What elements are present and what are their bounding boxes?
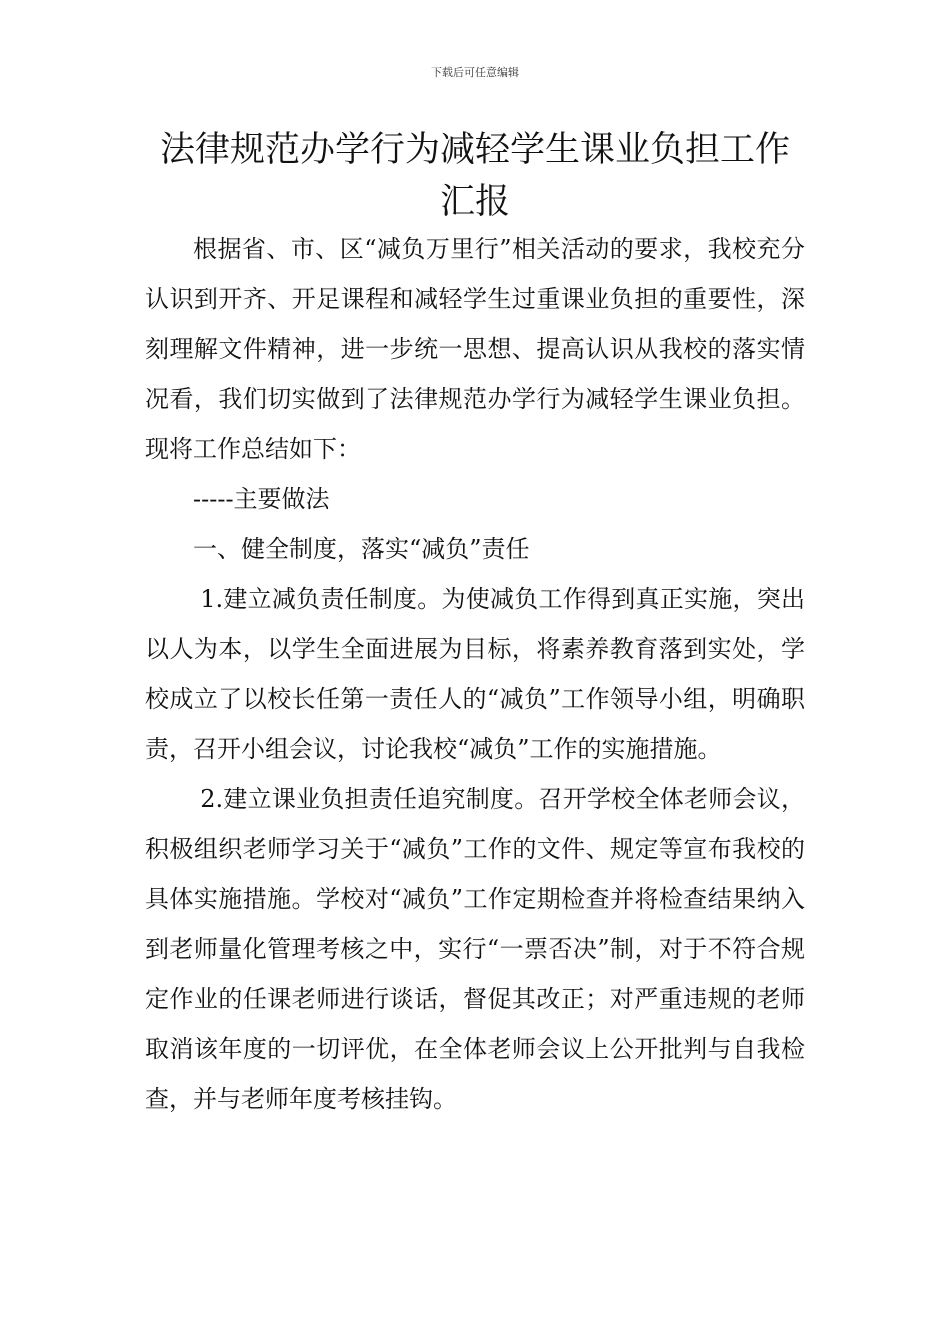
section-heading-main-practices: -----主要做法 bbox=[193, 485, 330, 513]
intro-paragraph: 根据省、市、区“减负万里行”相关活动的要求，我校充分认识到开齐、开足课程和减轻学生过重课业负担的重要性，深刻理解文件精神，进一步统一思想、提高认识从我校的落实情况看，我们切实做到了法律规范办学行为减轻学生课业负担。现将工作总结如下： bbox=[145, 235, 805, 463]
section-heading-one: 一、健全制度，落实“减负”责任 bbox=[193, 535, 530, 563]
document-title: 法律规范办学行为减轻学生课业负担工作汇报 bbox=[159, 130, 790, 222]
item-paragraph-2: 2.建立课业负担责任追究制度。召开学校全体老师会议，积极组织老师学习关于“减负”工作的文件、规定等宣布我校的具体实施措施。学校对“减负”工作定期检查并将检查结果纳入到老师量化管理考核之中，实行“一票否决”制，对于不符合规定作业的任课老师进行谈话，督促其改正；对严重违规的老师取消该年度的一切评优，在全体老师会议上公开批判与自我检查，并与老师年度考核挂钩。 bbox=[145, 785, 805, 1113]
header-note: 下载后可任意编辑 bbox=[431, 66, 519, 79]
item-paragraph-1: 1.建立减负责任制度。为使减负工作得到真正实施，突出以人为本，以学生全面进展为目标，将素养教育落到实处，学校成立了以校长任第一责任人的“减负”工作领导小组，明确职责，召开小组会议，讨论我校“减负”工作的实施措施。 bbox=[145, 585, 805, 763]
document-body bbox=[145, 224, 805, 1124]
